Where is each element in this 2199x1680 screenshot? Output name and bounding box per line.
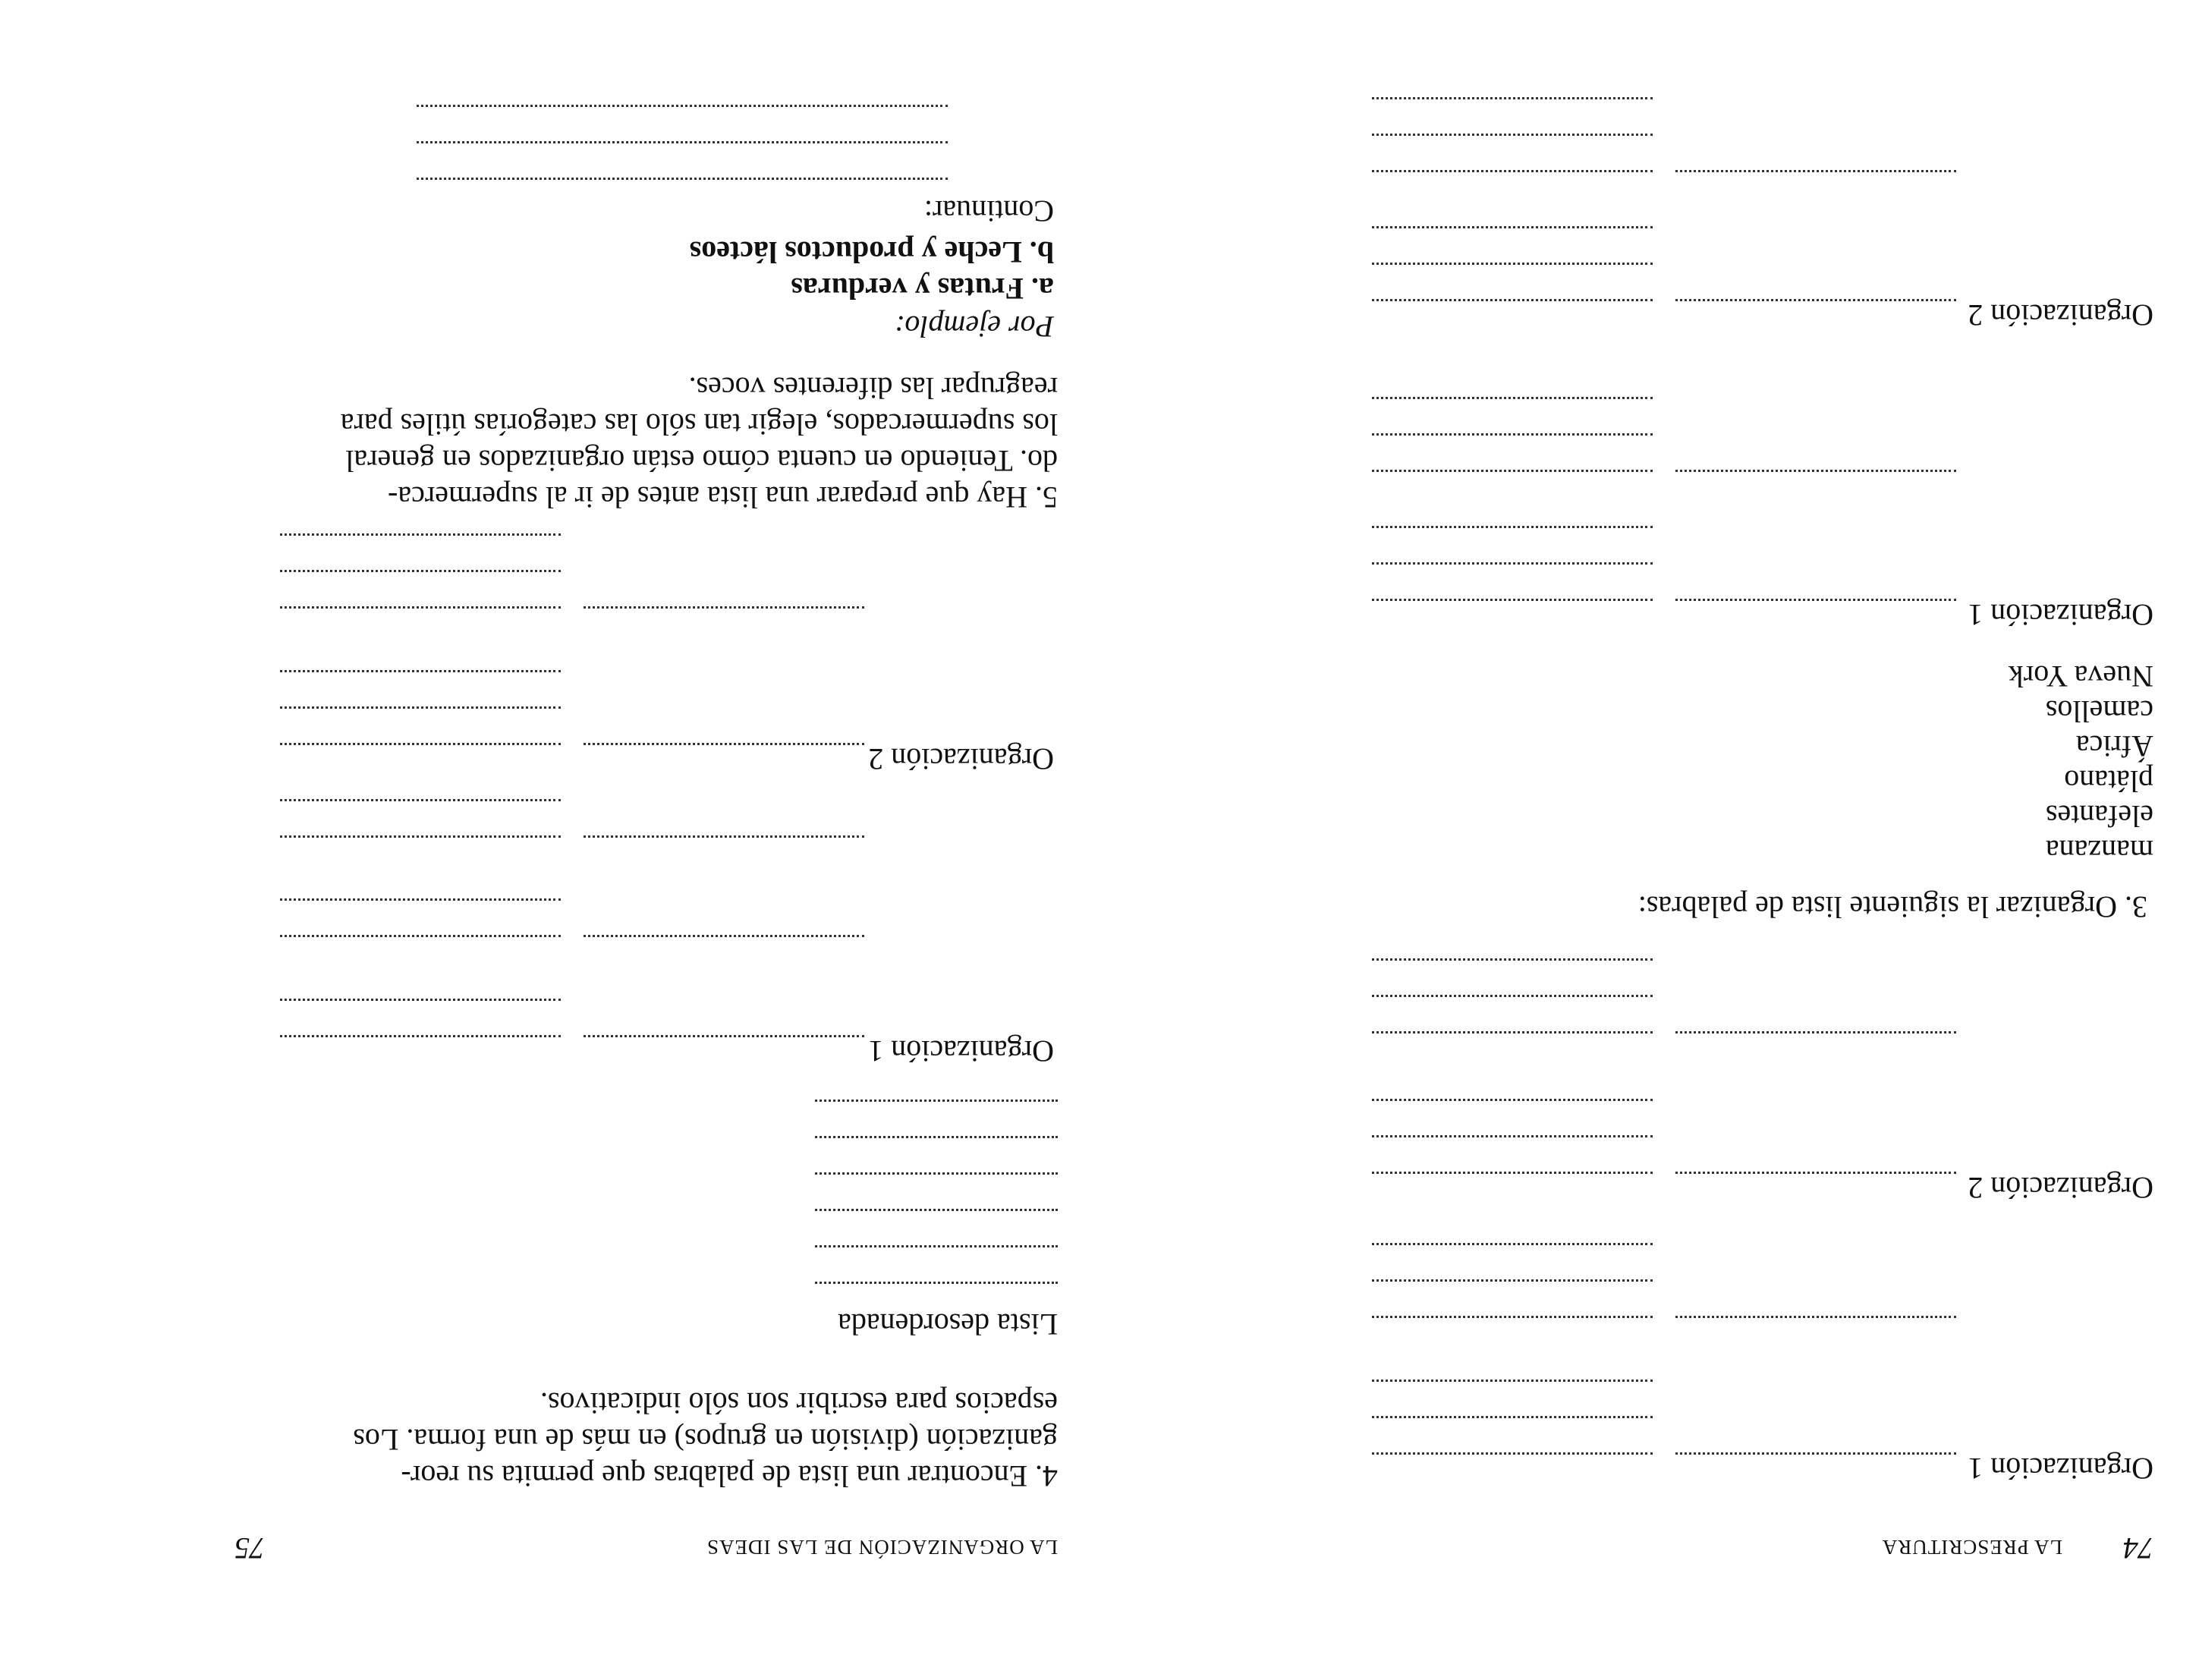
answer-line[interactable] [584,935,864,939]
answer-line[interactable] [1372,170,1653,174]
answer-line[interactable] [1372,1279,1653,1283]
answer-line[interactable] [417,178,948,181]
exercise-5-line: 5. Hay que preparar una lista antes de ir al supermerca- [388,480,1058,514]
answer-line[interactable] [280,999,561,1002]
answer-line[interactable] [1372,995,1653,999]
answer-line[interactable] [280,898,561,902]
exercise-5-line: do. Teniendo en cuenta cómo están organizados en general [345,444,1058,478]
answer-line[interactable] [1675,299,1956,303]
continue-label: Continuar: [923,194,1054,228]
answer-line[interactable] [280,799,561,803]
exercise-4-line: 4. Encontrar una lista de palabras que permita su reor- [401,1459,1058,1493]
answer-line[interactable] [1675,1452,1956,1456]
exercise-4-text [353,1385,1058,1494]
exercise-3-instruction: 3. Organizar la siguiente lista de palabras: [1637,890,2147,924]
answer-line[interactable] [417,141,948,145]
answer-line[interactable] [280,606,561,610]
answer-line[interactable] [1372,433,1653,437]
answer-line[interactable] [1372,1031,1653,1035]
answer-line[interactable] [1372,263,1653,266]
answer-line[interactable] [815,1136,1058,1140]
word-list [2009,659,2153,868]
answer-line[interactable] [1675,1172,1956,1175]
word-item: Nueva York [2008,659,2153,694]
answer-line[interactable] [1372,1172,1653,1175]
org1-label: Organización 1 [1968,1452,2153,1486]
exercise-5-line: los supermercados, elegir tan sólo las categorías útiles para [340,407,1058,442]
answer-line[interactable] [815,1245,1058,1249]
answer-line[interactable] [1372,526,1653,530]
answer-line[interactable] [1372,1316,1653,1320]
answer-line[interactable] [815,1282,1058,1285]
answer-line[interactable] [1675,470,1956,473]
page-74 [1100,0,2199,1680]
answer-line[interactable] [1372,1416,1653,1420]
answer-line[interactable] [1372,226,1653,230]
answer-line[interactable] [280,743,561,747]
answer-line[interactable] [584,606,864,610]
example-item-b: b. Leche y productos lácteos [689,235,1054,269]
unordered-list-label: Lista desordenada [838,1307,1058,1342]
exercise-5-text [341,370,1058,515]
answer-line[interactable] [1372,1243,1653,1247]
answer-line[interactable] [1372,1135,1653,1139]
answer-line[interactable] [1372,470,1653,473]
exercise-3-org1-label: Organización 1 [1968,598,2153,632]
answer-line[interactable] [1372,97,1653,101]
word-item: manzana [2045,834,2153,868]
answer-line[interactable] [1372,299,1653,303]
exercise-5-line: reagrupar las diferentes voces. [688,371,1058,405]
answer-line[interactable] [1675,170,1956,174]
answer-line[interactable] [280,935,561,939]
answer-line[interactable] [1675,1031,1956,1035]
answer-line[interactable] [584,835,864,839]
exercise-3-org2-label: Organización 2 [1968,298,2153,332]
answer-line[interactable] [280,670,561,674]
org2-label: Organización 2 [1968,1171,2153,1205]
answer-line[interactable] [1372,1380,1653,1383]
word-item: plátano [2064,764,2153,798]
example-item-a: a. Frutas y verduras [791,272,1054,306]
answer-line[interactable] [815,1172,1058,1176]
answer-line[interactable] [815,1209,1058,1213]
answer-line[interactable] [1372,397,1653,401]
word-item: África [2075,729,2153,763]
answer-line[interactable] [417,105,948,109]
word-item: elefantes [2045,799,2153,833]
answer-line[interactable] [1372,562,1653,566]
answer-line[interactable] [1372,1099,1653,1103]
answer-line[interactable] [1372,134,1653,137]
example-label: Por ejemplo: [895,310,1054,344]
running-head: LA ORGANIZACIÓN DE LAS IDEAS [706,1536,1058,1559]
exercise-4-line: espacios para escribir son sólo indicativos. [540,1386,1058,1420]
answer-line[interactable] [584,1035,864,1039]
answer-line[interactable] [1675,1316,1956,1320]
page-number: 75 [234,1531,265,1565]
answer-line[interactable] [280,570,561,574]
exercise-4-org1-label: Organización 1 [868,1034,1054,1068]
answer-line[interactable] [280,1035,561,1039]
answer-line[interactable] [1372,1452,1653,1456]
answer-line[interactable] [1372,958,1653,962]
answer-line[interactable] [815,1100,1058,1103]
answer-line[interactable] [280,533,561,537]
answer-line[interactable] [584,743,864,747]
exercise-4-line: ganización (división en grupos) en más de una forma. Los [353,1423,1058,1457]
running-head: LA PRESCRITURA [1881,1536,2062,1559]
answer-line[interactable] [280,835,561,839]
page-number: 74 [2123,1531,2153,1565]
answer-line[interactable] [1675,599,1956,602]
answer-line[interactable] [280,706,561,710]
answer-line[interactable] [1372,599,1653,602]
word-item: camellos [2045,694,2153,728]
exercise-4-org2-label: Organización 2 [868,742,1054,776]
